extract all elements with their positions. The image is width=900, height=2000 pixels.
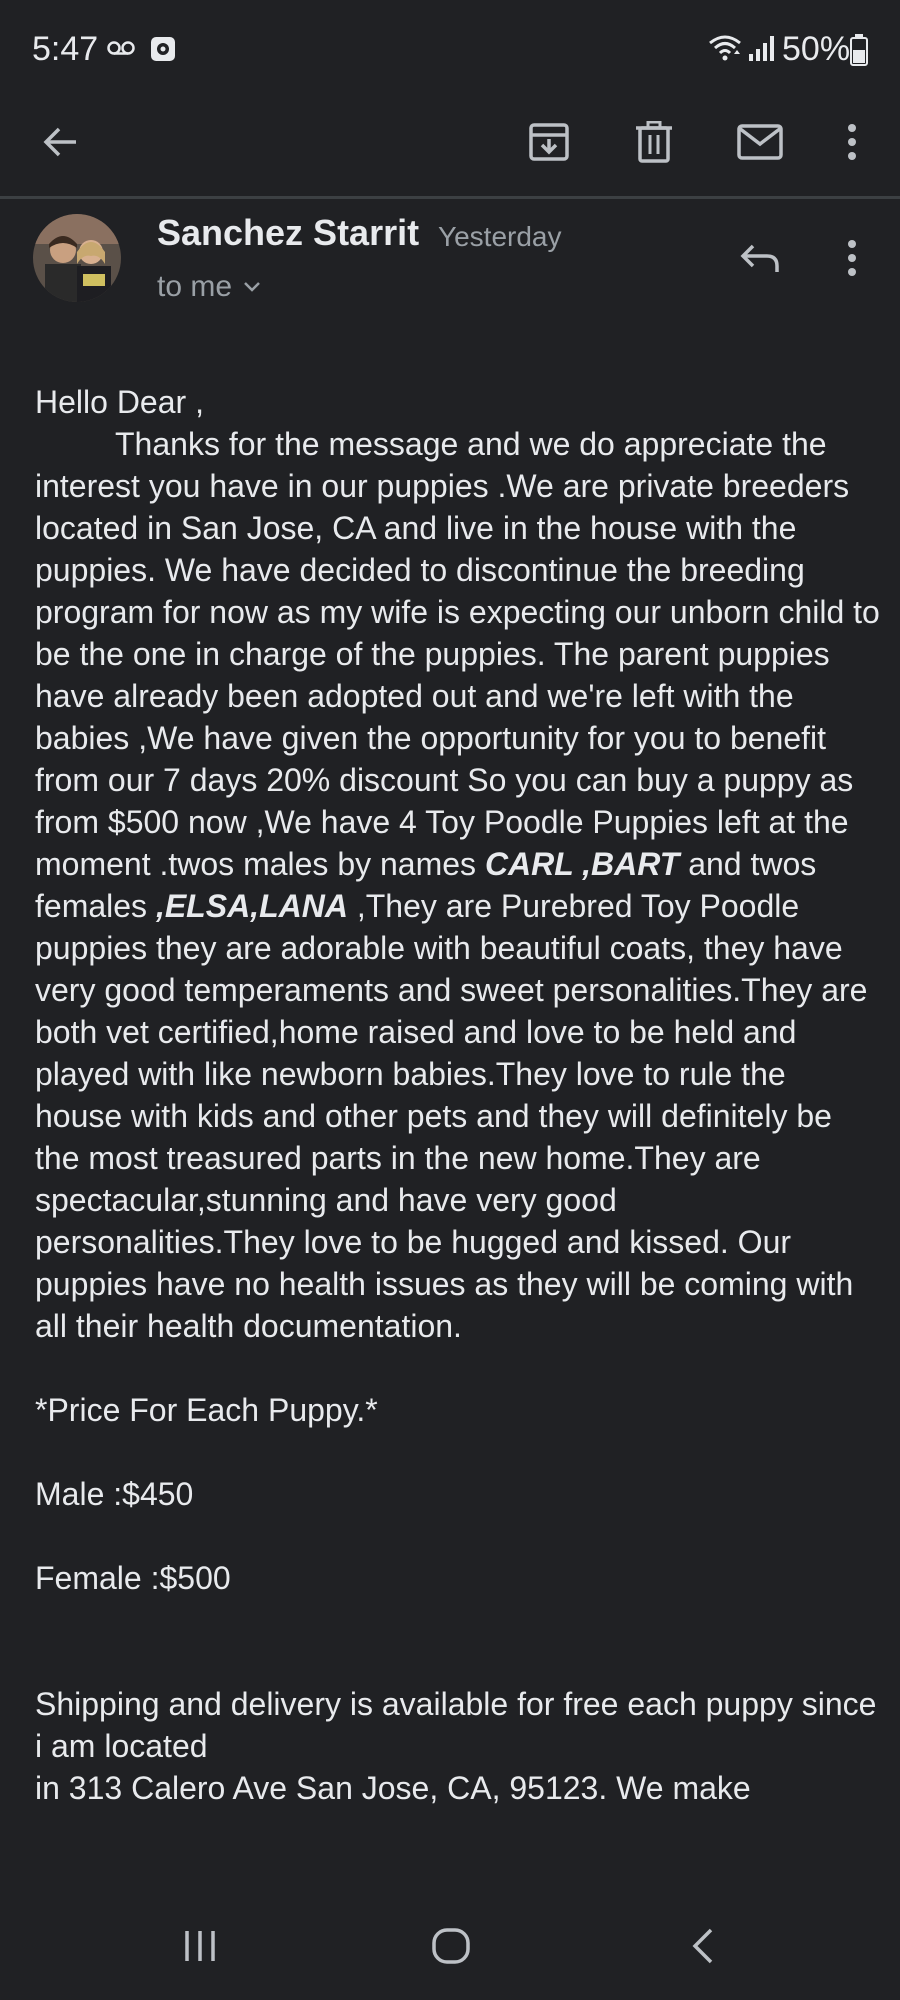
status-time: 5:47: [32, 30, 99, 68]
recipient-details-toggle[interactable]: [157, 270, 262, 304]
toolbar: [0, 100, 900, 196]
system-nav-bar: [0, 1893, 900, 2000]
more-vert-icon: [846, 239, 858, 277]
trash-icon: [634, 121, 674, 163]
shipping-text: Shipping and delivery is available for free each puppy since i am located: [35, 1686, 877, 1764]
email-date: Yesterday: [438, 221, 562, 252]
mark-unread-button[interactable]: [724, 106, 796, 178]
recent-apps-button[interactable]: [160, 1911, 240, 1981]
female-price: Female :$500: [35, 1560, 231, 1596]
female-puppy-names: ,ELSA,LANA: [155, 888, 348, 924]
male-puppy-names: CARL ,BART: [484, 846, 680, 882]
cellular-signal-icon: [748, 34, 778, 67]
mail-icon: [737, 124, 783, 160]
wifi-icon: [708, 34, 742, 67]
chevron-down-icon: [242, 280, 262, 294]
archive-button[interactable]: [513, 106, 585, 178]
male-price: Male :$450: [35, 1476, 194, 1512]
more-vert-icon: [846, 123, 858, 161]
email-body: [35, 381, 880, 1893]
delete-button[interactable]: [618, 106, 690, 178]
greeting: Hello Dear ,: [35, 384, 204, 420]
system-back-button[interactable]: [663, 1911, 743, 1981]
status-bar: [0, 0, 900, 100]
sender-avatar[interactable]: [33, 214, 121, 302]
back-button[interactable]: [24, 106, 96, 178]
archive-icon: [528, 121, 570, 163]
battery-percentage: 50%: [782, 30, 851, 68]
paragraph-text-part-2: and twos females: [35, 846, 817, 924]
voicemail-icon: [107, 38, 135, 63]
home-icon: [431, 1927, 471, 1965]
more-options-button[interactable]: [816, 106, 888, 178]
toolbar-divider: [0, 196, 900, 199]
reply-icon: [739, 242, 781, 274]
paragraph-text-part-3: ,They are Purebred Toy Poodle puppies they are adorable with beautiful coats, they have very good temperaments and sweet personalities.They are both vet certified,home raised and love to be held and played with like newborn babies.They love to rule the house with kids and other pets and they will definitely be the most treasured parts in the new home.They are spectacular,stunning and have very good personalities.They love to be hugged and kissed. Our puppies have no health issues as they will be coming with all their health documentation.: [35, 888, 868, 1344]
notification-app-icon: [150, 36, 176, 67]
reply-button[interactable]: [728, 230, 792, 286]
chevron-left-icon: [691, 1927, 715, 1965]
price-heading: *Price For Each Puppy.*: [35, 1392, 378, 1428]
main-paragraph: [35, 423, 880, 1347]
message-more-options-button[interactable]: [820, 230, 884, 286]
recipient-label: to me: [157, 270, 233, 303]
arrow-left-icon: [40, 122, 80, 162]
shipping-address-text: in 313 Calero Ave San Jose, CA, 95123. We make: [35, 1770, 751, 1806]
home-button[interactable]: [411, 1911, 491, 1981]
paragraph-text-part-1: Thanks for the message and we do appreciate the interest you have in our puppies .We are private breeders located in San Jose, CA and live in the house with the puppies. We have decided to discontinue the breeding program for now as my wife is expecting our unborn child to be the one in charge of the puppies. The parent puppies have already been adopted out and we're left with the babies ,We have given the opportunity for you to benefit from our 7 days 20% discount So you can buy a puppy as from $500 now ,We have 4 Toy Poodle Puppies left at the moment .twos males by names: [35, 426, 880, 882]
recent-apps-icon: [182, 1929, 218, 1963]
sender-name[interactable]: Sanchez Starrit: [157, 212, 420, 253]
battery-icon: [850, 34, 868, 71]
